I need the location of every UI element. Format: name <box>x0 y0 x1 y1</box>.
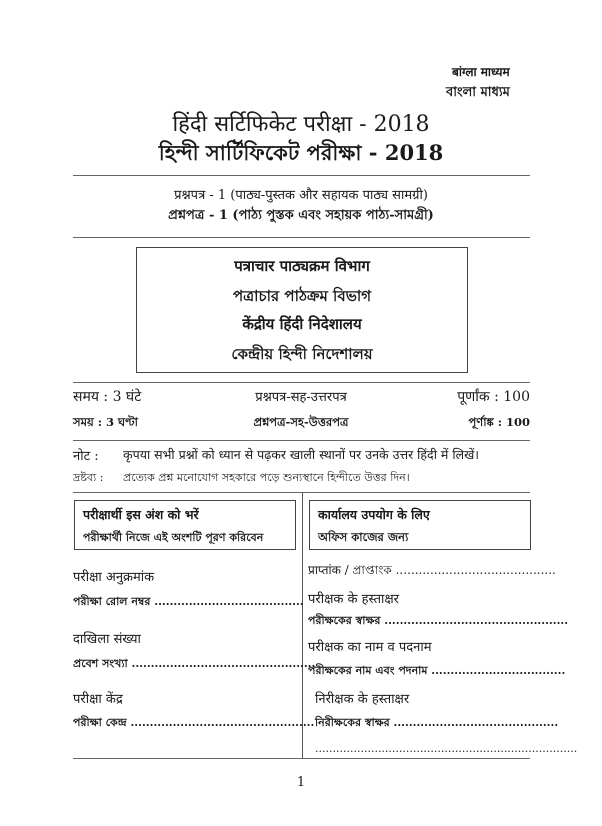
exam-centre-field[interactable]: পরীক্ষা কেন্দ্র ................................................ <box>73 716 315 729</box>
drashtavya-label: দ্রষ্টব্য : <box>73 471 104 484</box>
invigilator-signature-label: निरीक्षक के हस्ताक्षर <box>315 692 410 707</box>
dept-hindi: पत्राचार पाठ्यक्रम विभाग <box>234 257 370 275</box>
directorate-bengali: কেন্দ্রীয় হিন্দী নিদেশালয় <box>231 345 373 363</box>
office-heading-hindi: कार्यालय उपयोग के लिए <box>318 507 430 522</box>
divider <box>73 440 530 441</box>
divider <box>73 175 530 176</box>
examiner-signature-label: परीक्षक के हस्ताक्षर <box>308 592 399 607</box>
department-box <box>136 247 468 373</box>
qa-hindi: प्रश्नपत्र-सह-उत्तरपत्र <box>255 390 347 405</box>
drashtavya-text: প্রত্যেক প্রশ্ন মনোযোগ সহকারে পড়ে শুন্যস্থানে হিন্দীতে উত্তর দিন। <box>123 471 410 484</box>
examiner-signature-field[interactable]: পরীক্ষকের স্বাক্ষর ................................................ <box>308 614 569 627</box>
admission-number-field[interactable]: প্রবেশ সংখ্যা ................................................ <box>73 657 316 670</box>
medium-hindi: बांग्ला माध्यम <box>452 65 510 79</box>
invigilator-signature-field[interactable]: নিরীক্ষকের স্বাক্ষর ........................................... <box>315 716 559 729</box>
medium-bengali: বাংলা মাধ্যম <box>446 85 510 100</box>
extra-signature-line[interactable]: ........................................................................... <box>315 742 578 755</box>
time-bengali: সময় : 3 ঘণ্টা <box>73 415 138 429</box>
roll-number-field[interactable]: পরীক্ষা রোল নম্বর ....................................... <box>73 595 304 608</box>
divider <box>73 758 530 759</box>
page-number: 1 <box>296 775 306 790</box>
note-label: नोट : <box>73 449 99 464</box>
marks-obtained-field[interactable]: प्राप्तांक / প্রাপ্তাংক .......................................... <box>308 563 556 577</box>
qa-bengali: প্রশ্নপত্র-সহ-উত্তরপত্র <box>253 415 349 429</box>
marks-bengali: পূর্ণাঙ্ক : 100 <box>468 415 530 429</box>
examiner-name-label: परीक्षक का नाम व पदनाम <box>308 640 432 655</box>
paper-bengali: প্রশ্নপত্র - 1 (পাঠ্য পুস্তক এবং সহায়ক পাঠ্য-সামগ্রী) <box>168 208 434 223</box>
dept-bengali: পত্রাচার পাঠক্রম বিভাগ <box>232 287 372 305</box>
directorate-hindi: केंद्रीय हिंदी निदेशालय <box>242 315 362 333</box>
candidate-heading-box <box>74 500 296 550</box>
candidate-heading-bengali: পরীক্ষার্থী নিজে এই অংশটি পূরণ করিবেন <box>83 531 264 544</box>
title-hindi: हिंदी सर्टिफिकेट परीक्षा - 2018 <box>172 112 430 137</box>
office-heading-box <box>309 500 531 550</box>
admission-number-label: दाखिला संख्या <box>73 632 141 647</box>
exam-centre-label: परीक्षा केंद्र <box>73 692 123 707</box>
divider <box>73 382 530 383</box>
candidate-heading-hindi: परीक्षार्थी इस अंश को भरें <box>83 507 199 522</box>
marks-hindi: पूर्णांक : 100 <box>457 389 530 405</box>
time-hindi: समय : 3 घंटे <box>73 389 142 405</box>
paper-hindi: प्रश्नपत्र - 1 (पाठ्य-पुस्तक और सहायक पाठ्य सामग्री) <box>174 188 428 203</box>
examiner-name-field[interactable]: পরীক্ষকের নাম এবং পদনাম ................................... <box>308 664 566 677</box>
note-text: कृपया सभी प्रश्नों को ध्यान से पढ़कर खाली स्थानों पर उनके उत्तर हिंदी में लिखें। <box>123 447 480 462</box>
roll-number-label: परीक्षा अनुक्रमांक <box>73 570 155 585</box>
office-heading-bengali: অফিস কাজের জন্য <box>318 530 409 544</box>
divider <box>73 237 530 238</box>
title-bengali: হিন্দী সার্টিফিকেট পরীক্ষা - 2018 <box>158 140 444 165</box>
